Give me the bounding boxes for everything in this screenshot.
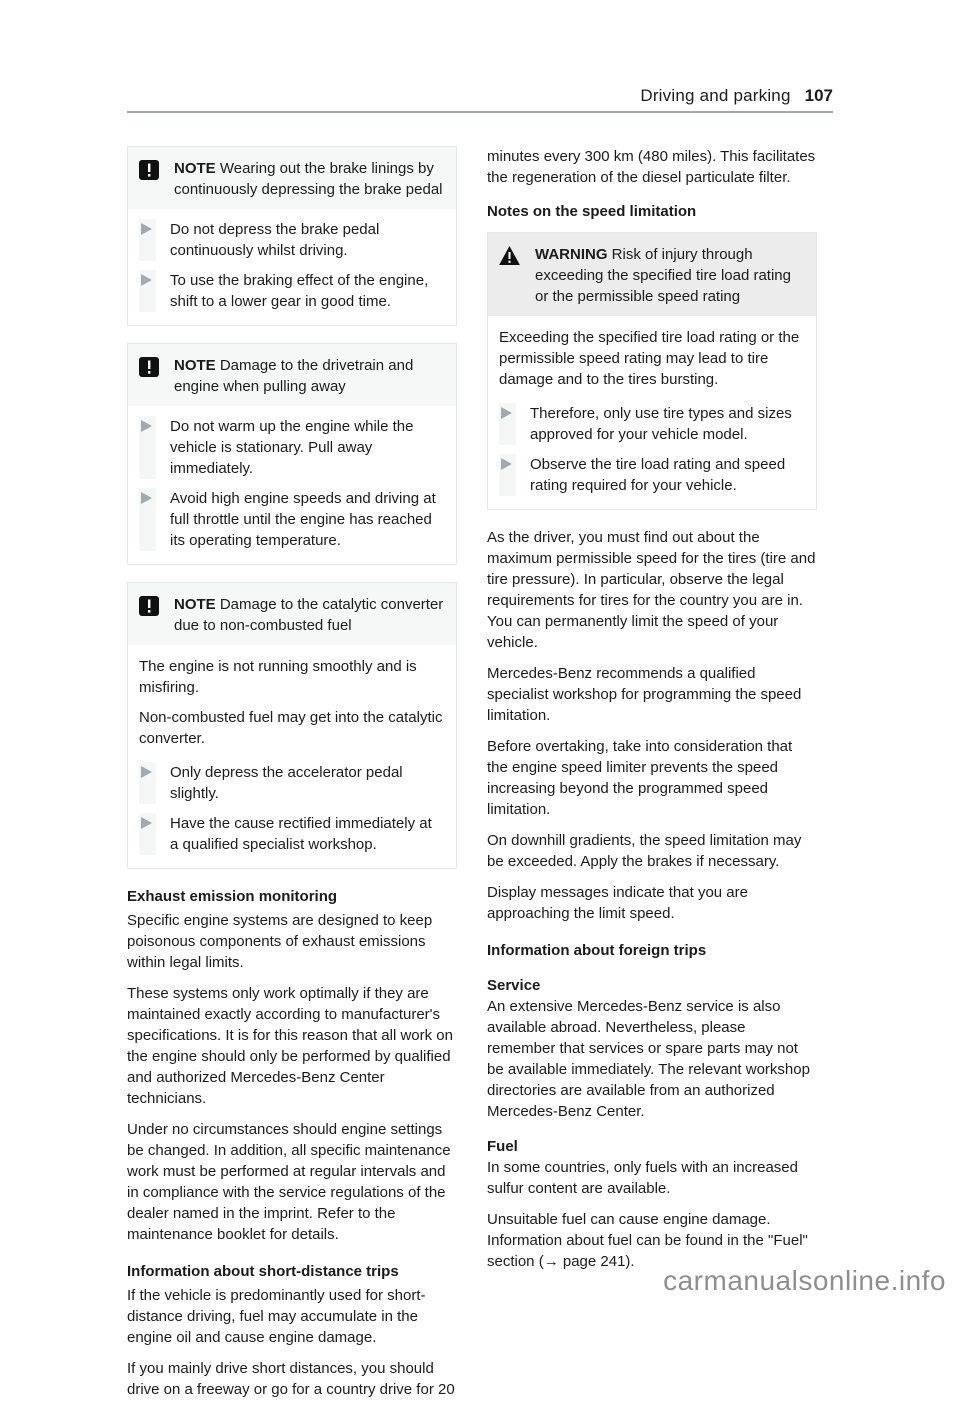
page-content: [0, 146, 960, 1410]
paragraph: If the vehicle is predominantly used for short-distance driving, fuel may accumulate in the engine oil and cause engine damage.: [127, 1287, 426, 1346]
paragraph: Specific engine systems are designed to keep poisonous components of exhaust emissions within legal limits.: [127, 912, 433, 971]
paragraph: Under no circumstances should engine settings be changed. In addition, all specific maintenance work must be performed at regular intervals and in compliance with the service regulations of the dealer named in the imprint. Refer to the maintenance booklet for details.: [127, 1121, 451, 1243]
note-exclamation-icon: [139, 357, 159, 383]
page-title: Driving and parking: [640, 86, 791, 105]
subheading-fuel: Fuel: [487, 1138, 518, 1155]
arrow-bullet-icon: [139, 270, 156, 312]
list-item: Only depress the accelerator pedal slightly.: [139, 762, 444, 804]
left-column: [127, 146, 457, 1410]
paragraph: If you mainly drive short distances, you should drive on a freeway or go for a country drive for 20: [127, 1360, 455, 1398]
arrow-bullet-icon: [139, 488, 156, 551]
warning-header: [488, 233, 816, 318]
warning-box-tire-rating: [487, 232, 817, 510]
list-item: Do not depress the brake pedal continuously whilst driving.: [139, 219, 444, 261]
note-title: NOTE Damage to the drivetrain and engine when pulling away: [174, 357, 414, 395]
note-bullet-list: [128, 408, 456, 564]
note-exclamation-icon: [139, 596, 159, 622]
list-item: Have the cause rectified immediately at a qualified specialist workshop.: [139, 813, 444, 855]
paragraph: Display messages indicate that you are approaching the limit speed.: [487, 884, 748, 922]
note-paragraph: The engine is not running smoothly and is misfiring.: [139, 658, 417, 696]
paragraph-group: [487, 527, 817, 653]
paragraph: minutes every 300 km (480 miles). This facilitates the regeneration of the diesel particulate filter.: [487, 148, 816, 186]
page-header: [127, 0, 833, 113]
warning-paragraph: Exceeding the specified tire load rating or the permissible speed rating may lead to tire damage and to the tires bursting.: [499, 329, 800, 388]
warning-title: WARNING Risk of injury through exceeding the specified tire load rating or the permissible speed rating: [535, 246, 791, 305]
paragraph: Mercedes-Benz recommends a qualified specialist workshop for programming the speed limitation.: [487, 665, 802, 724]
warning-triangle-icon: [499, 246, 520, 271]
arrow-bullet-icon: [499, 403, 516, 445]
arrow-bullet-icon: [499, 454, 516, 496]
page-number: 107: [804, 86, 833, 105]
note-bullet-list: [128, 762, 456, 868]
note-box-catalytic-converter: [127, 582, 457, 869]
arrow-bullet-icon: [139, 762, 156, 804]
arrow-bullet-icon: [139, 219, 156, 261]
paragraph: In some countries, only fuels with an increased sulfur content are available.: [487, 1159, 798, 1197]
heading-foreign-trips: Information about foreign trips: [487, 942, 707, 959]
paragraph: Unsuitable fuel can cause engine damage. Information about fuel can be found in the "Fuel" section (→ page 241).: [487, 1211, 808, 1270]
note-header: [128, 344, 456, 408]
note-paragraph: Non-combusted fuel may get into the catalytic converter.: [139, 709, 443, 747]
paragraph: These systems only work optimally if they are maintained exactly according to manufacturer's specifications. It is for this reason that all work on the engine should only be performed by qualified and authorized Mercedes-Benz Center technicians.: [127, 985, 453, 1107]
paragraph: Before overtaking, take into consideration that the engine speed limiter prevents the speed increasing beyond the programmed speed limitation.: [487, 738, 793, 818]
note-exclamation-icon: [139, 160, 159, 186]
heading-speed-limitation: Notes on the speed limitation: [487, 203, 697, 220]
list-item: Observe the tire load rating and speed rating required for your vehicle.: [499, 454, 804, 496]
note-title: NOTE Wearing out the brake linings by continuously depressing the brake pedal: [174, 160, 443, 198]
note-header: [128, 147, 456, 211]
paragraph: You can permanently limit the speed of your vehicle.: [487, 613, 779, 651]
note-header: [128, 583, 456, 647]
subheading-service: Service: [487, 977, 541, 994]
warning-bullet-list: [488, 403, 816, 509]
arrow-bullet-icon: [139, 416, 156, 479]
note-box-brake-linings: [127, 146, 457, 326]
note-body: [128, 647, 456, 762]
list-item: Avoid high engine speeds and driving at full throttle until the engine has reached its operating temperature.: [139, 488, 444, 551]
watermark: carmanualsonline.info: [663, 1265, 946, 1296]
paragraph: An extensive Mercedes-Benz service is also available abroad. Nevertheless, please remember that services or spare parts may not be available immediately. The relevant workshop directories are available from an authorized Mercedes-Benz Center.: [487, 998, 810, 1120]
right-column: [487, 146, 817, 1410]
heading-exhaust-emission-monitoring: Exhaust emission monitoring: [127, 888, 338, 905]
warning-body: [488, 318, 816, 403]
list-item: Do not warm up the engine while the vehicle is stationary. Pull away immediately.: [139, 416, 444, 479]
list-item: To use the braking effect of the engine, shift to a lower gear in good time.: [139, 270, 444, 312]
heading-short-distance-trips: Information about short-distance trips: [127, 1263, 399, 1280]
note-box-drivetrain: [127, 343, 457, 565]
paragraph: As the driver, you must find out about the maximum permissible speed for the tires (tire and tire pressure). In particular, observe the legal requirements for tires for the country you are in.: [487, 529, 816, 609]
arrow-bullet-icon: [139, 813, 156, 855]
note-title: NOTE Damage to the catalytic converter due to non-combusted fuel: [174, 596, 444, 634]
note-bullet-list: [128, 211, 456, 325]
paragraph: On downhill gradients, the speed limitation may be exceeded. Apply the brakes if necessary.: [487, 832, 802, 870]
list-item: Therefore, only use tire types and sizes approved for your vehicle model.: [499, 403, 804, 445]
